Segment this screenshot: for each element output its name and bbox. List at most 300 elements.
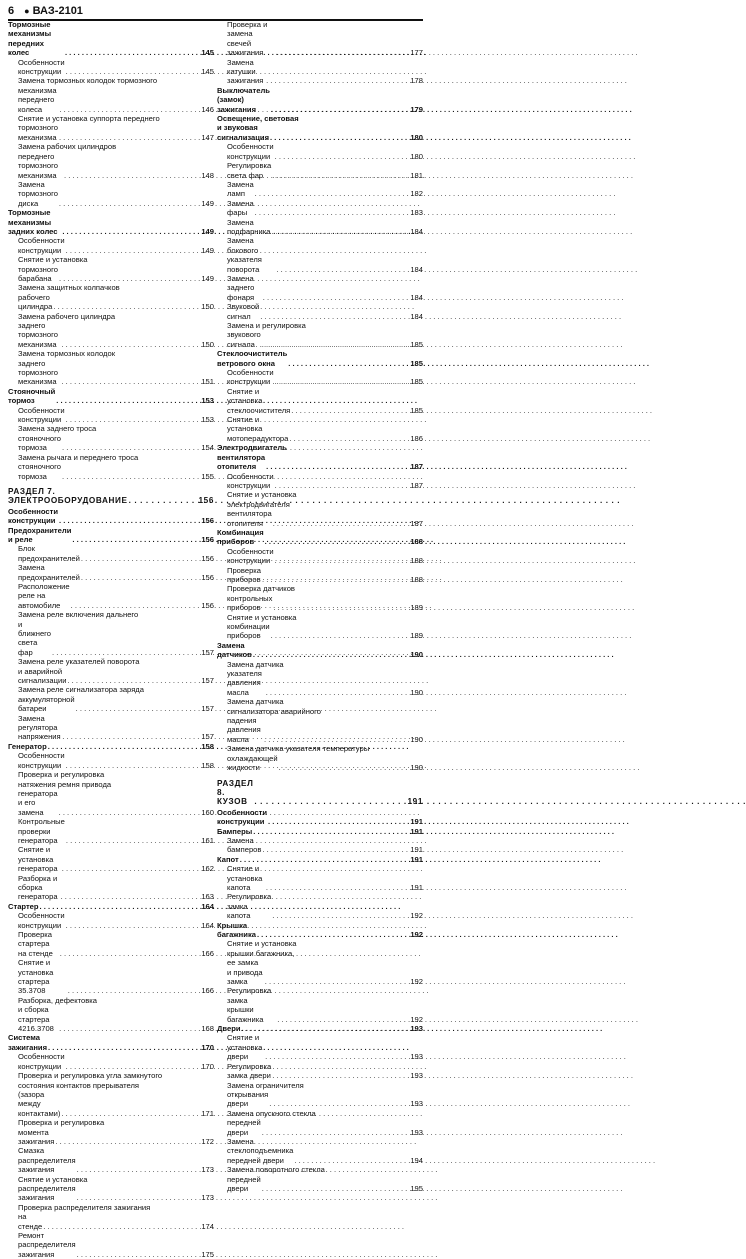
toc-entry-line <box>227 669 423 697</box>
toc-entry-title: Расположение реле на автомобиле <box>18 581 70 610</box>
dot-leader <box>60 949 201 958</box>
toc-entry-title: Смазка распределителя зажигания <box>18 1146 76 1175</box>
toc-sub-entry <box>8 563 214 582</box>
dot-leader <box>62 864 201 873</box>
toc-page-number: 174 <box>201 1221 214 1231</box>
toc-entry-title: Комбинация приборов <box>217 527 264 547</box>
toc-entry-line <box>8 387 214 406</box>
toc-page-number: 188 <box>410 537 423 547</box>
toc-page-number: 191 <box>410 882 423 892</box>
dot-leader <box>53 302 200 311</box>
toc-page-number: 192 <box>410 977 423 987</box>
toc-entry-line <box>8 507 214 526</box>
toc-entry-title: (зазора между контактами) <box>18 1089 61 1118</box>
toc-sub-entry <box>217 180 423 199</box>
toc-page-number: 150 <box>201 302 214 312</box>
dot-leader <box>66 836 200 845</box>
toc-entry-title: Звуковой сигнал <box>227 302 260 321</box>
toc-entry-line <box>217 827 423 836</box>
toc-entry-title: Ремонт распределителя зажигания <box>18 1231 76 1259</box>
toc-entry-title: Особенности конструкции <box>227 546 274 566</box>
toc-page-number: 185 <box>410 358 423 368</box>
dot-leader <box>66 761 201 770</box>
toc-page-number: 187 <box>410 480 423 490</box>
toc-sub-entry <box>217 387 423 415</box>
toc-entry-line <box>227 754 423 773</box>
toc-entry-line <box>18 845 214 873</box>
toc-entry-line <box>227 415 423 443</box>
toc-entry-line <box>18 293 214 312</box>
toc-entry-line <box>217 641 423 660</box>
toc-entry-line <box>227 716 423 744</box>
dot-leader <box>266 883 410 892</box>
toc-entry-title: Особенности конструкции <box>18 751 65 770</box>
dot-leader <box>257 930 409 939</box>
toc-page-number: 193 <box>410 1024 423 1034</box>
toc-entry-line <box>8 1033 214 1052</box>
dot-leader <box>61 377 200 386</box>
dot-leader <box>268 817 409 826</box>
toc-entry-line <box>18 874 214 902</box>
toc-page-number: 180 <box>410 132 423 142</box>
toc-entry-line <box>217 453 423 472</box>
toc-page-number: 156 <box>201 572 214 582</box>
toc-page-number: 188 <box>410 556 423 566</box>
page-number: 6 <box>8 5 15 17</box>
dot-leader <box>288 359 409 368</box>
toc-page-number: 156 <box>201 600 214 610</box>
toc-sub-entry <box>8 424 214 452</box>
toc-page-number: 193 <box>410 1071 423 1081</box>
toc-page-number: 164 <box>201 920 214 930</box>
toc-page-number: 147 <box>201 132 214 142</box>
toc-entry-line <box>18 434 214 453</box>
toc-sub-entry <box>217 161 423 180</box>
toc-chapter-entry <box>217 808 423 827</box>
toc-entry-title: Снятие и установка двери <box>227 1033 263 1062</box>
toc-sub-entry <box>217 20 423 58</box>
toc-entry-line <box>227 1118 423 1137</box>
toc-page-number: 184 <box>410 311 423 321</box>
toc-entry-title: Снятие и установка <box>227 939 297 949</box>
toc-entry-line <box>18 544 214 563</box>
toc-entry-title: Двери <box>217 1024 241 1034</box>
toc-sub-entry <box>8 283 214 311</box>
toc-page-number: 157 <box>201 676 214 686</box>
dot-leader <box>275 556 410 565</box>
dot-leader <box>262 845 409 854</box>
toc-entry-title: Замена защитных колпачков <box>18 283 120 293</box>
toc-entry-line <box>217 779 423 807</box>
toc-sub-entry <box>8 770 214 817</box>
dot-leader <box>291 406 409 415</box>
toc-sub-entry <box>217 697 423 744</box>
toc-page-number: 181 <box>410 170 423 180</box>
toc-sub-entry <box>8 312 214 350</box>
dot-leader <box>62 443 200 452</box>
dot-leader <box>277 48 410 57</box>
dot-leader <box>269 1099 409 1108</box>
dot-leader <box>59 105 200 114</box>
toc-entry-line <box>18 123 214 142</box>
toc-entry-line <box>227 472 423 491</box>
toc-page-number: 168 <box>201 1024 214 1034</box>
toc-entry-title: стояночного тормоза <box>18 433 61 453</box>
dot-leader <box>265 537 410 546</box>
toc-page-number: 150 <box>201 339 214 349</box>
toc-sub-entry <box>217 1109 423 1137</box>
toc-sub-entry <box>8 958 214 996</box>
toc-page-number: 172 <box>201 1136 214 1146</box>
dot-leader <box>279 763 410 772</box>
toc-entry-title: Снятие и установка мотоперадуктора <box>227 415 289 443</box>
toc-entry-title: Особенности конструкции <box>227 142 274 161</box>
toc-entry-title: Проверка и регулировка <box>18 1118 105 1128</box>
toc-entry-line <box>18 817 214 845</box>
toc-entry-title: Снятие и установка стеклоочистителя <box>227 386 291 415</box>
toc-entry-line <box>227 218 423 237</box>
toc-entry-title: Выключатель (замок) зажигания <box>217 85 270 114</box>
dot-leader <box>59 516 200 525</box>
dot-leader <box>266 462 409 471</box>
dot-leader <box>77 1250 201 1259</box>
toc-entry-title: Стояночный тормоз <box>8 386 56 406</box>
toc-entry-line <box>227 1090 423 1109</box>
toc-sub-entry <box>8 255 214 283</box>
toc-sub-entry <box>217 547 423 566</box>
page-header <box>8 4 423 18</box>
toc-page-number: 173 <box>201 1165 214 1175</box>
toc-sub-entry <box>8 544 214 563</box>
toc-entry-line <box>18 406 214 425</box>
dot-leader <box>273 603 409 612</box>
toc-entry-title: состояния контактов прерывателя <box>18 1080 140 1090</box>
toc-entry-title: комбинации приборов <box>227 622 270 641</box>
toc-entry-title: Снятие и установка стартера 35.3708 <box>18 958 54 996</box>
dot-leader <box>264 735 409 744</box>
dot-leader <box>262 340 410 349</box>
toc-sub-entry <box>217 1137 423 1165</box>
toc-page-number: 184 <box>410 264 423 274</box>
toc-entry-line <box>227 142 423 161</box>
toc-page-number: 157 <box>201 732 214 742</box>
toc-chapter-entry <box>217 641 423 660</box>
toc-entry-line <box>18 236 214 255</box>
toc-page-number: 164 <box>201 901 214 911</box>
toc-entry-line <box>18 1128 214 1147</box>
toc-entry-title: и звуковая сигнализация <box>217 123 270 142</box>
toc-sub-entry <box>217 236 423 274</box>
toc-entry-title: Замена катушки зажигания <box>227 57 264 86</box>
dot-leader <box>253 827 409 836</box>
toc-entry-title: Разборка, дефектовка <box>18 995 97 1005</box>
toc-entry-title: Регулировка замка крышки багажника <box>227 986 272 1024</box>
toc-sub-entry <box>8 610 214 657</box>
toc-entry-line <box>8 208 214 236</box>
toc-sub-entry <box>8 751 214 770</box>
toc-section-heading <box>217 779 423 807</box>
dot-leader <box>271 105 409 114</box>
dot-leader <box>48 742 201 751</box>
toc-sub-entry <box>217 321 423 349</box>
dot-leader <box>67 676 200 685</box>
toc-page-number: 153 <box>201 415 214 425</box>
toc-entry-line <box>8 902 214 911</box>
dot-leader <box>55 1137 200 1146</box>
toc-entry-title: Тормозные механизмы задних колес <box>8 208 58 236</box>
toc-page-number: 153 <box>201 396 214 406</box>
toc-entry-title: крышки багажника, <box>227 948 295 958</box>
toc-entry-title: Снятие и установка <box>227 490 297 500</box>
toc-entry-title: аккумуляторной батареи <box>18 694 75 714</box>
toc-entry-title: Особенности конструкции <box>18 405 65 425</box>
toc-entry-title: Стеклоочиститель ветрового окна <box>217 349 288 368</box>
dot-leader <box>263 293 410 302</box>
toc-page-number: 145 <box>201 67 214 77</box>
toc-entry-title: Проверка и замена свечей зажигания <box>227 20 268 58</box>
toc-entry-title: Замена рычага и переднего троса <box>18 452 139 462</box>
toc-entry-line <box>18 321 214 349</box>
toc-page-number: 195 <box>410 1183 423 1193</box>
toc-page-number: 185 <box>410 405 423 415</box>
toc-entry-title: Стартер <box>8 901 39 911</box>
toc-entry-title: переднего тормозного механизма <box>18 151 58 180</box>
toc-sub-entry <box>217 1062 423 1081</box>
toc-entry-title: Особенности конструкции <box>8 506 59 526</box>
toc-page-number: 190 <box>410 687 423 697</box>
dot-leader <box>48 1043 200 1052</box>
toc-entry-title: Замена тормозных колодок <box>18 349 116 359</box>
dot-leader <box>266 76 409 85</box>
toc-entry-title: Замена поворотного стекла <box>227 1165 325 1175</box>
toc-entry-title: Снятие и установка генератора <box>18 845 58 874</box>
dot-leader <box>277 1015 409 1024</box>
toc-entry-title: РАЗДЕЛ 7. ЭЛЕКТРООБОРУДОВАНИЕ <box>8 486 128 506</box>
toc-page-number: 157 <box>201 704 214 714</box>
toc-page-number: 191 <box>407 797 423 807</box>
toc-sub-entry <box>8 874 214 902</box>
toc-page-number: 171 <box>201 1108 214 1118</box>
dot-leader <box>65 48 200 57</box>
toc-sub-entry <box>8 58 214 77</box>
toc-page-number: 193 <box>410 1052 423 1062</box>
toc-chapter-entry <box>8 526 214 545</box>
toc-sub-entry <box>8 1071 214 1118</box>
toc-entry-line <box>18 751 214 770</box>
toc-entry-line <box>217 1024 423 1033</box>
toc-entry-title: Бамперы <box>217 826 253 836</box>
toc-entry-line <box>227 1033 423 1061</box>
toc-entry-title: звукового сигнала <box>227 330 261 349</box>
dot-leader <box>62 472 200 481</box>
toc-page-number: 149 <box>201 198 214 208</box>
toc-chapter-entry <box>217 528 423 547</box>
toc-entry-line <box>227 58 423 86</box>
toc-page-number: 189 <box>410 603 423 613</box>
toc-entry-title: Замена фары <box>227 198 254 218</box>
toc-entry-title: Замена заднего фонаря <box>227 273 255 302</box>
dot-leader <box>265 977 410 986</box>
toc-entry-title: Снятие и установка <box>18 255 88 265</box>
toc-entry-line <box>18 86 214 114</box>
toc-entry-title: Замена стеклоподъемника передней двери <box>227 1136 294 1165</box>
toc-left-column <box>8 20 214 1259</box>
dot-leader <box>272 911 409 920</box>
toc-entry-title: Замена датчика <box>227 697 284 707</box>
toc-entry-line <box>18 1231 214 1259</box>
toc-entry-line <box>217 86 423 114</box>
toc-entry-title: механизма переднего колеса <box>18 85 57 114</box>
toc-entry-title: стояночного тормоза <box>18 462 61 481</box>
toc-sub-entry <box>8 406 214 425</box>
toc-entry-title: Особенности конструкции <box>18 1052 65 1071</box>
dot-leader <box>271 631 410 640</box>
toc-entry-line <box>227 274 423 302</box>
toc-chapter-entry <box>217 443 423 471</box>
dot-leader <box>61 892 201 901</box>
toc-sub-entry <box>8 1146 214 1174</box>
toc-entry-title: Электродвигатель <box>217 443 287 453</box>
toc-sub-entry <box>217 836 423 855</box>
dot-leader <box>66 921 201 930</box>
dot-leader <box>270 133 409 142</box>
toc-page-number: 157 <box>201 647 214 657</box>
toc-entry-title: Система зажигания <box>8 1033 48 1052</box>
toc-entry-line <box>217 855 423 864</box>
toc-sub-entry <box>217 199 423 218</box>
dot-leader <box>273 519 410 528</box>
dot-leader <box>272 171 409 180</box>
toc-chapter-entry <box>217 855 423 864</box>
toc-page-number: 149 <box>201 245 214 255</box>
toc-entry-line <box>18 789 214 817</box>
dot-leader <box>66 246 201 255</box>
toc-page-number: 177 <box>410 48 423 58</box>
toc-entry-title: Замена тормозных колодок тормозного <box>18 76 158 86</box>
toc-page-number: 162 <box>201 864 214 874</box>
toc-sub-entry <box>8 114 214 142</box>
toc-sub-entry <box>8 657 214 685</box>
dot-leader <box>294 1156 409 1165</box>
toc-sub-entry <box>217 1165 423 1193</box>
toc-sub-entry <box>8 1052 214 1071</box>
toc-page-number: 149 <box>201 273 214 283</box>
toc-entry-title: Особенности конструкции <box>217 807 268 827</box>
toc-entry-line <box>18 620 214 658</box>
toc-entry-title: Снятие и установка капота <box>227 864 263 892</box>
toc-entry-line <box>18 265 214 284</box>
toc-sub-entry <box>8 453 214 481</box>
toc-chapter-entry <box>8 387 214 406</box>
dot-leader <box>59 1024 200 1033</box>
toc-page-number: 151 <box>201 377 214 387</box>
toc-entry-line <box>227 986 423 1024</box>
toc-chapter-entry <box>217 114 423 142</box>
dot-leader <box>66 415 201 424</box>
toc-page-number: 155 <box>201 471 214 481</box>
toc-sub-entry <box>8 76 214 114</box>
toc-chapter-entry <box>217 1024 423 1033</box>
toc-entry-line <box>18 152 214 180</box>
toc-entry-title: Замена рабочего цилиндра <box>18 311 116 321</box>
toc-entry-title: Регулировка замка двери <box>227 1061 272 1081</box>
toc-page-number: 146 <box>201 104 214 114</box>
toc-entry-title: рабочего цилиндра <box>18 292 53 312</box>
toc-chapter-entry <box>8 902 214 911</box>
toc-sub-entry <box>217 1081 423 1109</box>
toc-entry-line <box>217 349 423 368</box>
toc-entry-title: Снятие и установка <box>18 1174 88 1184</box>
toc-chapter-entry <box>217 921 423 940</box>
toc-page-number: 180 <box>410 151 423 161</box>
toc-page-number: 170 <box>201 1042 214 1052</box>
toc-entry-line <box>18 667 214 686</box>
toc-entry-line <box>227 161 423 180</box>
toc-entry-title: Крышка багажника <box>217 920 256 939</box>
toc-entry-title: Особенности конструкции <box>227 368 274 387</box>
toc-chapter-entry <box>8 20 214 58</box>
toc-entry-title: Контрольные проверки генератора <box>18 817 65 845</box>
toc-sub-entry <box>217 368 423 387</box>
toc-page-number: 156 <box>201 534 214 544</box>
toc-entry-line <box>227 1062 423 1081</box>
toc-sub-entry <box>8 582 214 610</box>
dot-leader <box>52 648 200 657</box>
toc-sub-entry <box>8 930 214 958</box>
toc-entry-title: Проверка стартера на стенде <box>18 930 53 958</box>
toc-entry-line <box>217 921 423 940</box>
toc-page-number: 175 <box>201 1249 214 1259</box>
toc-sub-entry <box>8 714 214 742</box>
toc-entry-line <box>217 808 423 827</box>
toc-entry-line <box>18 958 214 996</box>
toc-sub-entry <box>217 660 423 698</box>
toc-entry-line <box>227 368 423 387</box>
toc-entry-line <box>18 582 214 610</box>
toc-sub-entry <box>8 1203 214 1231</box>
toc-entry-line <box>8 487 214 506</box>
dot-leader <box>275 481 410 490</box>
dot-leader <box>62 732 200 741</box>
toc-page-number: 166 <box>201 986 214 996</box>
dot-leader <box>64 171 200 180</box>
toc-entry-title: Замена подфарника <box>227 217 271 236</box>
toc-entry-title: Замена датчиков <box>217 640 252 660</box>
toc-entry-line <box>227 622 423 641</box>
toc-entry-line <box>227 1137 423 1165</box>
toc-entry-title: момента зажигания <box>18 1127 55 1146</box>
toc-entry-line <box>227 180 423 199</box>
toc-entry-line <box>18 1184 214 1203</box>
toc-entry-title: Замена бокового указателя поворота <box>227 236 262 274</box>
toc-sub-entry <box>217 415 423 443</box>
toc-entry-title: вентилятора отопителя <box>217 452 266 472</box>
dot-leader <box>275 377 410 386</box>
dot-leader <box>265 1052 409 1061</box>
dot-leader <box>260 312 409 321</box>
toc-sub-entry <box>217 566 423 585</box>
toc-sub-entry <box>217 986 423 1024</box>
dot-leader <box>81 554 200 563</box>
dot-leader <box>61 1109 200 1118</box>
toc-entry-title: указателя давления масла <box>227 669 262 697</box>
toc-entry-title: Блок предохранителей <box>18 544 80 563</box>
toc-entry-title: передней двери <box>227 1118 261 1137</box>
toc-entry-line <box>18 930 214 958</box>
toc-page-number: 154 <box>201 443 214 453</box>
toc-sub-entry <box>217 744 423 772</box>
toc-entry-line <box>18 180 214 208</box>
